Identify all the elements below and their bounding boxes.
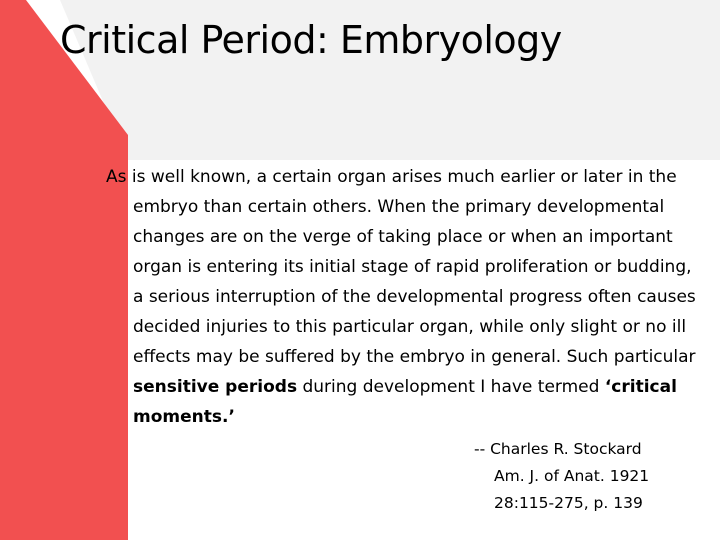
- attribution: [474, 436, 649, 517]
- slide-title: Critical Period: Embryology: [60, 18, 562, 62]
- quote-paragraph: [106, 162, 706, 432]
- quote-bold-critical-moments: ‘critical moments.’: [133, 377, 677, 427]
- quote-block: [106, 162, 706, 432]
- quote-bold-sensitive-periods: sensitive periods: [133, 377, 298, 397]
- quote-text-part1: As is well known, a certain organ arises much earlier or later in the embryo than certain others. When the primary developmental changes are on the verge of taking place or when an important organ is entering its initial stage of rapid proliferation or budding, a serious interruption of the developmental progress often causes decided injuries to this particular organ, while only slight or no ill effects may be suffered by the embryo in general. Such particular: [106, 167, 696, 367]
- attribution-author: -- Charles R. Stockard: [474, 440, 642, 458]
- attribution-journal: Am. J. of Anat. 1921: [494, 467, 650, 485]
- quote-text-part2: during development I have termed: [297, 377, 605, 397]
- attribution-pages: 28:115-275, p. 139: [494, 494, 643, 512]
